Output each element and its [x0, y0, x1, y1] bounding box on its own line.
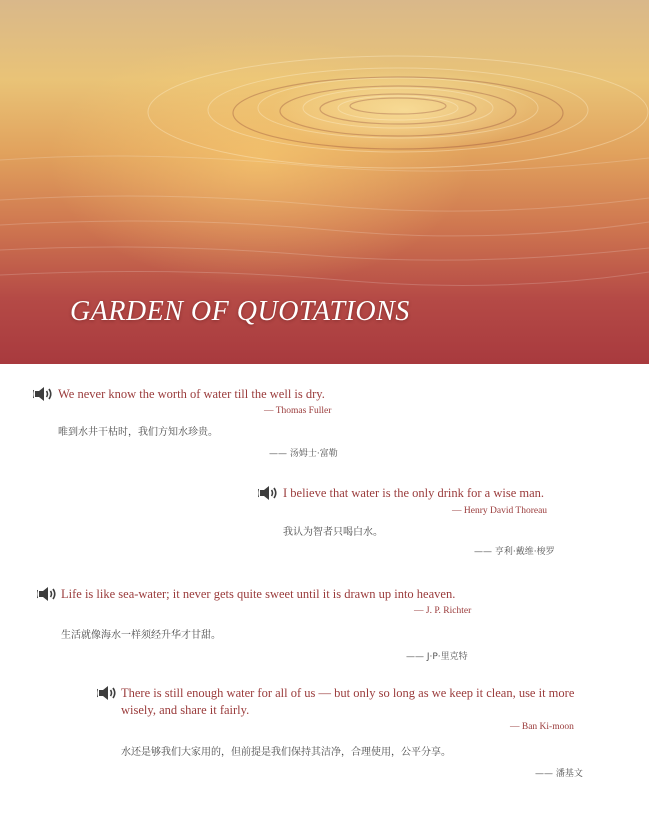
speaker-icon[interactable] [37, 586, 57, 602]
quote-english-author: — J. P. Richter [414, 606, 472, 616]
quote-chinese-author: —— 汤姆士·富勒 [269, 449, 338, 459]
speaker-icon[interactable] [97, 685, 117, 701]
quote-english: There is still enough water for all of us — but only so long as we keep it clean, use it more wisely, and share it fairly. [121, 686, 575, 717]
quote-english-author: — Ban Ki-moon [510, 722, 574, 732]
speaker-icon[interactable] [33, 386, 53, 402]
speaker-icon[interactable] [258, 485, 278, 501]
quote-chinese-author: —— 亨利·戴维·梭罗 [474, 547, 555, 557]
quote-chinese-author: —— J·P·里克特 [406, 652, 468, 662]
page-title: GARDEN OF QUOTATIONS [70, 296, 410, 327]
quote-english-author: — Thomas Fuller [264, 406, 332, 416]
quote-english-author: — Henry David Thoreau [452, 506, 548, 516]
quote-chinese: 我认为智者只喝白水。 [283, 527, 383, 538]
quote-english: We never know the worth of water till the well is dry. [58, 387, 325, 401]
quote-chinese-author: —— 潘基文 [535, 769, 583, 779]
quote-english: I believe that water is the only drink for a wise man. [283, 486, 545, 500]
quote-english: Life is like sea-water; it never gets quite sweet until it is drawn up into heaven. [61, 587, 456, 601]
quote-chinese: 唯到水井干枯时，我们方知水珍贵。 [58, 427, 218, 438]
quote-chinese: 水还是够我们大家用的，但前提是我们保持其洁净，合理使用，公平分享。 [121, 747, 451, 758]
hero-banner [0, 0, 649, 364]
quote-chinese: 生活就像海水一样须经升华才甘甜。 [61, 630, 221, 641]
